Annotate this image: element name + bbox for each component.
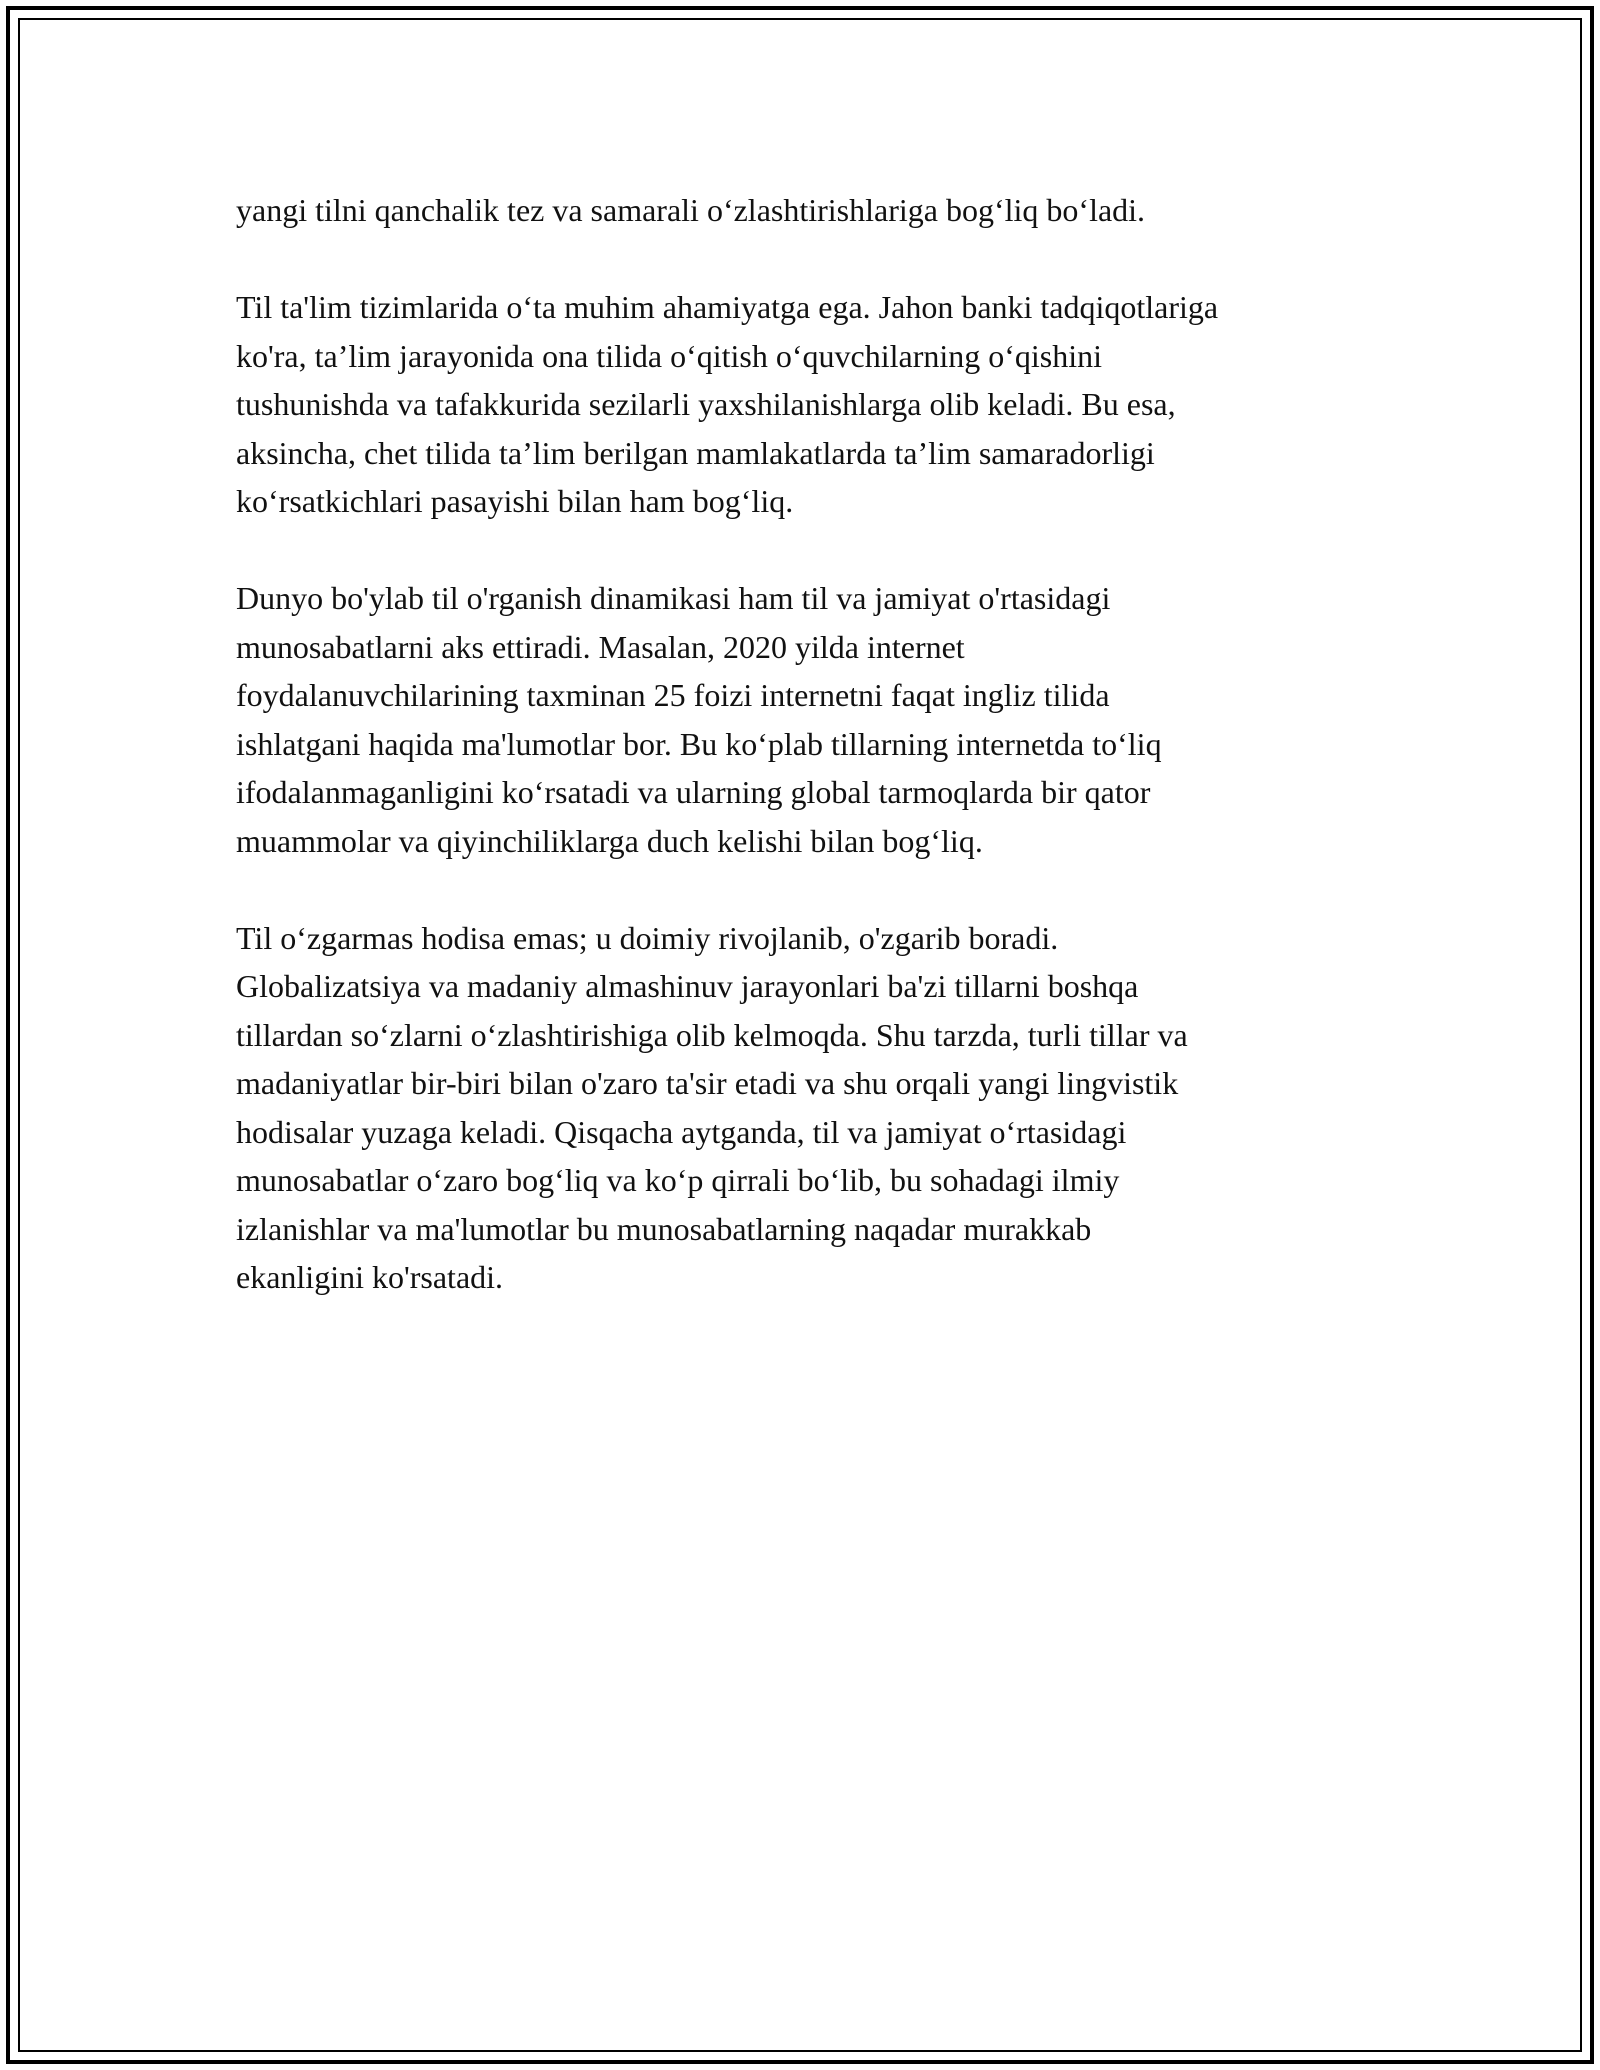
- paragraph-3: Dunyo bo'ylab til o'rganish dinamikasi ham til va jamiyat o'rtasidagi munosabatlarni aks ettiradi. Masalan, 2020 yilda internet foydalanuvchilarining taxminan 25 foizi internetni faqat ingliz tilida ishlatgani haqida ma'lumotlar bor. Bu ko‘plab tillarning internetda to‘liq ifodalanmaganligini ko‘rsatadi va ularning global tarmoqlarda bir qator muammolar va qiyinchiliklarga duch kelishi bilan bog‘liq.: [236, 580, 1162, 859]
- paragraph-2: Til ta'lim tizimlarida o‘ta muhim ahamiyatga ega. Jahon banki tadqiqotlariga ko'ra, ta’lim jarayonida ona tilida o‘qitish o‘quvchilarning o‘qishini tushunishda va tafakkurida sezilarli yaxshilanishlarga olib keladi. Bu esa, aksincha, chet tilida ta’lim berilgan mamlakatlarda ta’lim samaradorligi ko‘rsatkichlari pasayishi bilan ham bog‘liq.: [236, 289, 1219, 519]
- document-body: [236, 186, 1386, 1350]
- paragraph-1: yangi tilni qanchalik tez va samarali o‘zlashtirishlariga bog‘liq bo‘ladi.: [236, 192, 1146, 228]
- paragraph-4: Til o‘zgarmas hodisa emas; u doimiy rivojlanib, o'zgarib boradi. Globalizatsiya va madaniy almashinuv jarayonlari ba'zi tillarni boshqa tillardan so‘zlarni o‘zlashtirishiga olib kelmoqda. Shu tarzda, turli tillar va madaniyatlar bir-biri bilan o'zaro ta'sir etadi va shu orqali yangi lingvistik hodisalar yuzaga keladi. Qisqacha aytganda, til va jamiyat o‘rtasidagi munosabatlar o‘zaro bog‘liq va ko‘p qirrali bo‘lib, bu sohadagi ilmiy izlanishlar va ma'lumotlar bu munosabatlarning naqadar murakkab ekanligini ko'rsatadi.: [236, 919, 1188, 1295]
